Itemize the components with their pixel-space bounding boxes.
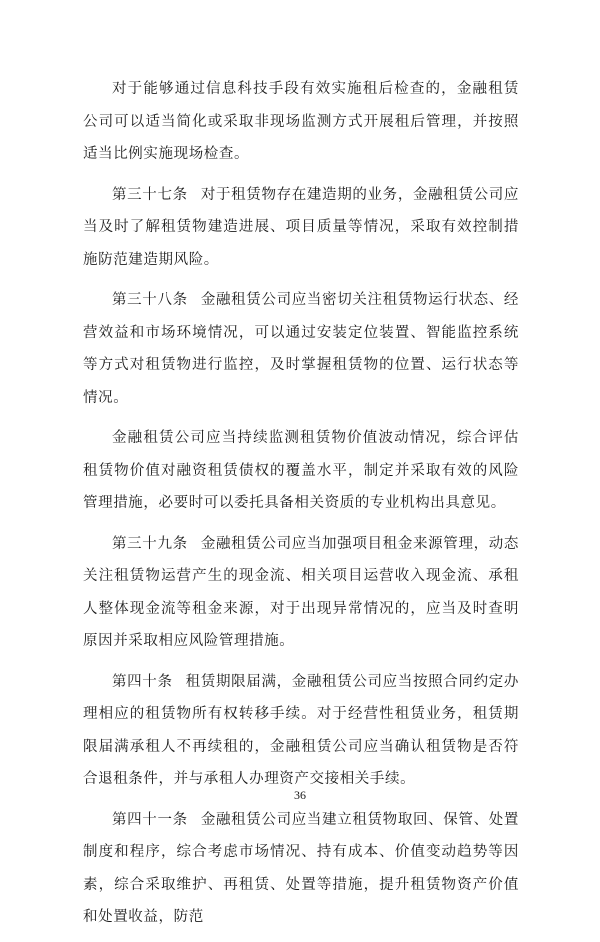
paragraph-article-37 xyxy=(83,179,519,277)
paragraph-text: 金融租赁公司应当持续监测租赁物价值波动情况，综合评估租赁物价值对融资租赁债权的覆盖水平，制定并采取有效的风险管理措施，必要时可以委托具备相关资质的专业机构出具意见。 xyxy=(83,430,519,511)
paragraph-text: 金融租赁公司应当密切关注租赁物运行状态、经营效益和市场环境情况，可以通过安装定位装置、智能监控系统等方式对租赁物进行监控，及时掌握租赁物的位置、运行状态等情况。 xyxy=(83,292,520,406)
paragraph-text: 租赁期限届满，金融租赁公司应当按照合同约定办理相应的租赁物所有权转移手续。对于经营性租赁业务，租赁期限届满承租人不再续租的，金融租赁公司应当确认租赁物是否符合退租条件，并与承租人办理资产交接相关手续。 xyxy=(83,673,519,787)
paragraph-text: 对于租赁物存在建造期的业务，金融租赁公司应当及时了解租赁物建造进展、项目质量等情况，采取有效控制措施防范建造期风险。 xyxy=(83,186,520,268)
paragraph-article-41 xyxy=(83,804,519,934)
paragraph-article-39 xyxy=(83,528,519,658)
article-number: 第三十七条 xyxy=(112,186,188,203)
paragraph-article-38 xyxy=(83,284,519,414)
article-number: 第三十九条 xyxy=(112,535,188,552)
paragraph-text: 金融租赁公司应当建立租赁物取回、保管、处置制度和程序，综合考虑市场情况、持有成本、价值变动趋势等因素，综合采取维护、再租赁、处置等措施，提升租赁物资产价值和处置收益，防范 xyxy=(83,811,520,925)
document-body xyxy=(83,73,519,942)
paragraph-text: 对于能够通过信息科技手段有效实施租后检查的，金融租赁公司可以适当简化或采取非现场监测方式开展租后管理，并按照适当比例实施现场检查。 xyxy=(83,81,519,162)
paragraph-article-40 xyxy=(83,666,519,796)
paragraph-article-38-cont xyxy=(83,422,519,520)
article-number: 第三十八条 xyxy=(112,292,188,308)
article-number: 第四十条 xyxy=(112,673,173,690)
page-number: 36 xyxy=(294,788,306,802)
article-number: 第四十一条 xyxy=(112,811,188,828)
paragraph-1 xyxy=(83,73,519,171)
paragraph-text: 金融租赁公司应当加强项目租金来源管理，动态关注租赁物运营产生的现金流、相关项目运营收入现金流、承租人整体现金流等租金来源，对于出现异常情况的，应当及时查明原因并采取相应风险管理措施。 xyxy=(83,535,520,649)
